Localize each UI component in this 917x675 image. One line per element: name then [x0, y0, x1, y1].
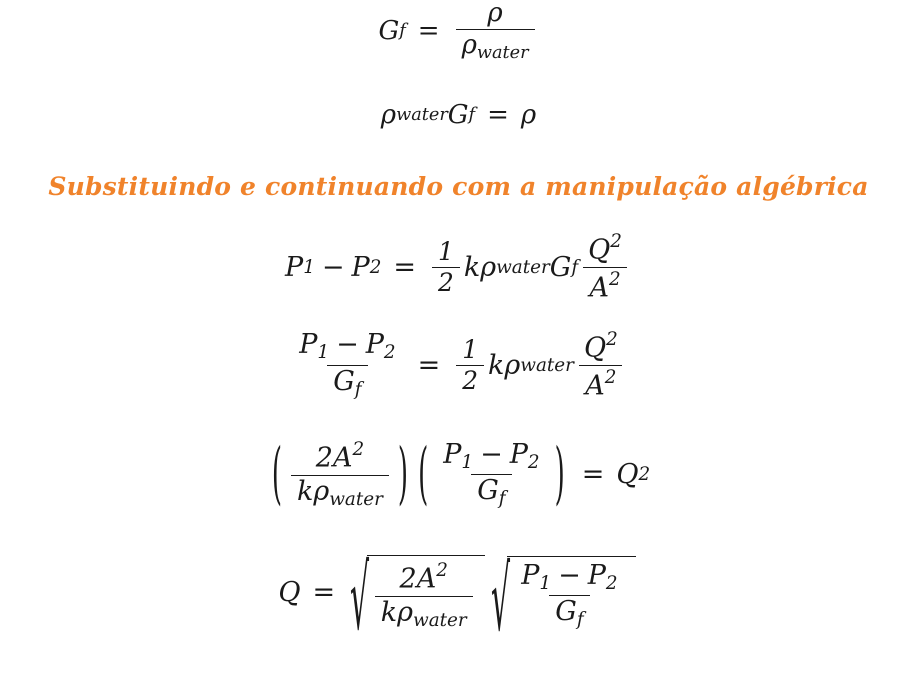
subscript-water: water	[496, 256, 550, 278]
numerator-1: 1	[462, 334, 478, 364]
denominator-rho-water	[456, 29, 535, 63]
symbol-A: A	[332, 442, 353, 474]
left-paren-2: (	[418, 435, 429, 514]
numerator-Q-squared	[582, 232, 628, 267]
subscript-f: f	[354, 378, 362, 400]
equation-specific-gravity-definition	[0, 0, 917, 63]
section-heading: Substituindo e continuando com a manipulação algébrica	[48, 172, 869, 201]
subscript-2: 2	[383, 342, 396, 364]
symbol-G: G	[333, 365, 355, 397]
square-root-2	[490, 550, 636, 653]
fraction-Q2-over-A2	[578, 330, 624, 400]
fraction-pressure-over-gf	[437, 438, 545, 510]
symbol-rho: ρ	[480, 251, 497, 283]
equation-pressure-drop	[0, 232, 917, 302]
symbol-G: G	[477, 475, 499, 507]
denominator-k-rho-water	[291, 475, 389, 509]
symbol-rho: ρ	[397, 596, 413, 628]
symbol-P1: P	[443, 438, 462, 470]
denominator-A-squared	[583, 267, 626, 303]
subscript-1: 1	[539, 572, 552, 594]
equals-sign: =	[393, 251, 417, 283]
minus-sign: −	[321, 251, 345, 283]
symbol-k: k	[296, 475, 314, 507]
symbol-G: G	[549, 251, 572, 283]
symbol-rho: ρ	[313, 475, 330, 507]
fraction-pressure-over-gf	[515, 559, 623, 631]
fraction-one-half	[456, 334, 484, 395]
exponent-2: 2	[610, 231, 622, 252]
symbol-G: G	[447, 100, 469, 130]
radicand-2	[507, 556, 635, 630]
equation-divided-by-gf	[0, 330, 917, 400]
subscript-water: water	[412, 609, 467, 631]
subscript-f: f	[571, 256, 579, 278]
denominator-2: 2	[432, 267, 460, 296]
symbol-P1: P	[521, 559, 540, 591]
symbol-A: A	[416, 563, 437, 595]
subscript-water: water	[520, 354, 574, 376]
subscript-f: f	[498, 488, 506, 510]
denominator-Gf	[471, 474, 511, 508]
radicand-1	[367, 555, 485, 630]
subscript-2: 2	[527, 451, 540, 473]
subscript-water: water	[396, 105, 448, 125]
equals-sign: =	[581, 459, 605, 491]
symbol-P2: P	[365, 329, 384, 361]
fraction-2A2-over-k-rho-water	[375, 561, 473, 630]
right-paren-1: )	[397, 435, 409, 514]
symbol-P1: P	[285, 251, 304, 283]
numerator-2A-squared	[394, 561, 454, 596]
equals-sign: =	[417, 349, 441, 381]
subscript-1: 1	[303, 256, 315, 278]
fraction-rho-over-rho-water	[456, 0, 535, 63]
radical-sign-icon: √	[490, 550, 510, 653]
square-root-1	[350, 550, 485, 653]
denominator-A-squared	[579, 365, 622, 401]
minus-sign: −	[558, 559, 581, 591]
symbol-Q: Q	[278, 577, 301, 609]
fraction-Q2-over-A2	[582, 232, 628, 302]
subscript-2: 2	[369, 256, 382, 278]
symbol-A: A	[589, 272, 609, 304]
symbol-P1: P	[299, 329, 318, 361]
numerator-1: 1	[438, 236, 454, 266]
equation-final-flow-equation	[0, 550, 917, 653]
subscript-1: 1	[461, 451, 474, 473]
subscript-water: water	[476, 43, 529, 64]
symbol-P2: P	[509, 438, 528, 470]
symbol-k: k	[380, 596, 398, 628]
numerator-P1-minus-P2	[437, 438, 545, 474]
fraction-pressure-over-gf	[293, 331, 401, 399]
minus-sign: −	[336, 329, 359, 361]
subscript-2: 2	[605, 572, 618, 594]
numerator-P1-minus-P2	[293, 331, 401, 364]
subscript-1: 1	[317, 342, 330, 364]
coefficient-2: 2	[315, 442, 333, 474]
subscript-f: f	[576, 609, 584, 631]
denominator-k-rho-water	[375, 596, 473, 630]
exponent-2: 2	[608, 268, 621, 290]
symbol-rho: ρ	[504, 349, 521, 381]
symbol-rho: ρ	[380, 100, 397, 130]
numerator-P1-minus-P2	[515, 559, 623, 595]
coefficient-2: 2	[399, 563, 417, 595]
symbol-A: A	[585, 370, 605, 402]
denominator-Gf	[327, 365, 367, 399]
exponent-2: 2	[606, 329, 618, 350]
symbol-Q: Q	[583, 332, 607, 364]
symbol-G: G	[555, 596, 577, 628]
equation-density-rearranged	[0, 100, 917, 130]
subscript-f: f	[399, 21, 406, 42]
radical-sign-icon: √	[350, 550, 370, 653]
symbol-Q: Q	[616, 459, 639, 491]
equals-sign: =	[487, 100, 509, 130]
fraction-2A2-over-k-rho-water	[291, 440, 389, 509]
exponent-2: 2	[436, 560, 448, 581]
left-paren-1: (	[271, 435, 282, 514]
subscript-f: f	[468, 105, 476, 125]
symbol-P2: P	[351, 251, 370, 283]
equals-sign: =	[312, 577, 336, 609]
exponent-2: 2	[638, 464, 651, 486]
symbol-k: k	[463, 251, 481, 283]
symbol-k: k	[488, 349, 505, 381]
numerator-rho: ρ	[487, 0, 503, 28]
minus-sign: −	[480, 438, 503, 470]
equation-solved-for-q-squared	[0, 435, 917, 514]
denominator-2: 2	[456, 365, 484, 394]
exponent-2: 2	[604, 366, 617, 388]
right-paren-2: )	[554, 435, 565, 514]
symbol-P2: P	[587, 559, 606, 591]
symbol-Q: Q	[588, 234, 611, 266]
exponent-2: 2	[352, 439, 365, 460]
symbol-G: G	[378, 16, 400, 47]
subscript-water: water	[329, 488, 383, 510]
numerator-Q-squared	[578, 330, 624, 365]
denominator-Gf	[549, 595, 589, 629]
numerator-2A-squared	[310, 440, 370, 475]
symbol-rho-rhs: ρ	[520, 100, 537, 130]
symbol-rho: ρ	[461, 30, 477, 61]
fraction-one-half	[432, 236, 460, 297]
equals-sign: =	[417, 16, 440, 47]
